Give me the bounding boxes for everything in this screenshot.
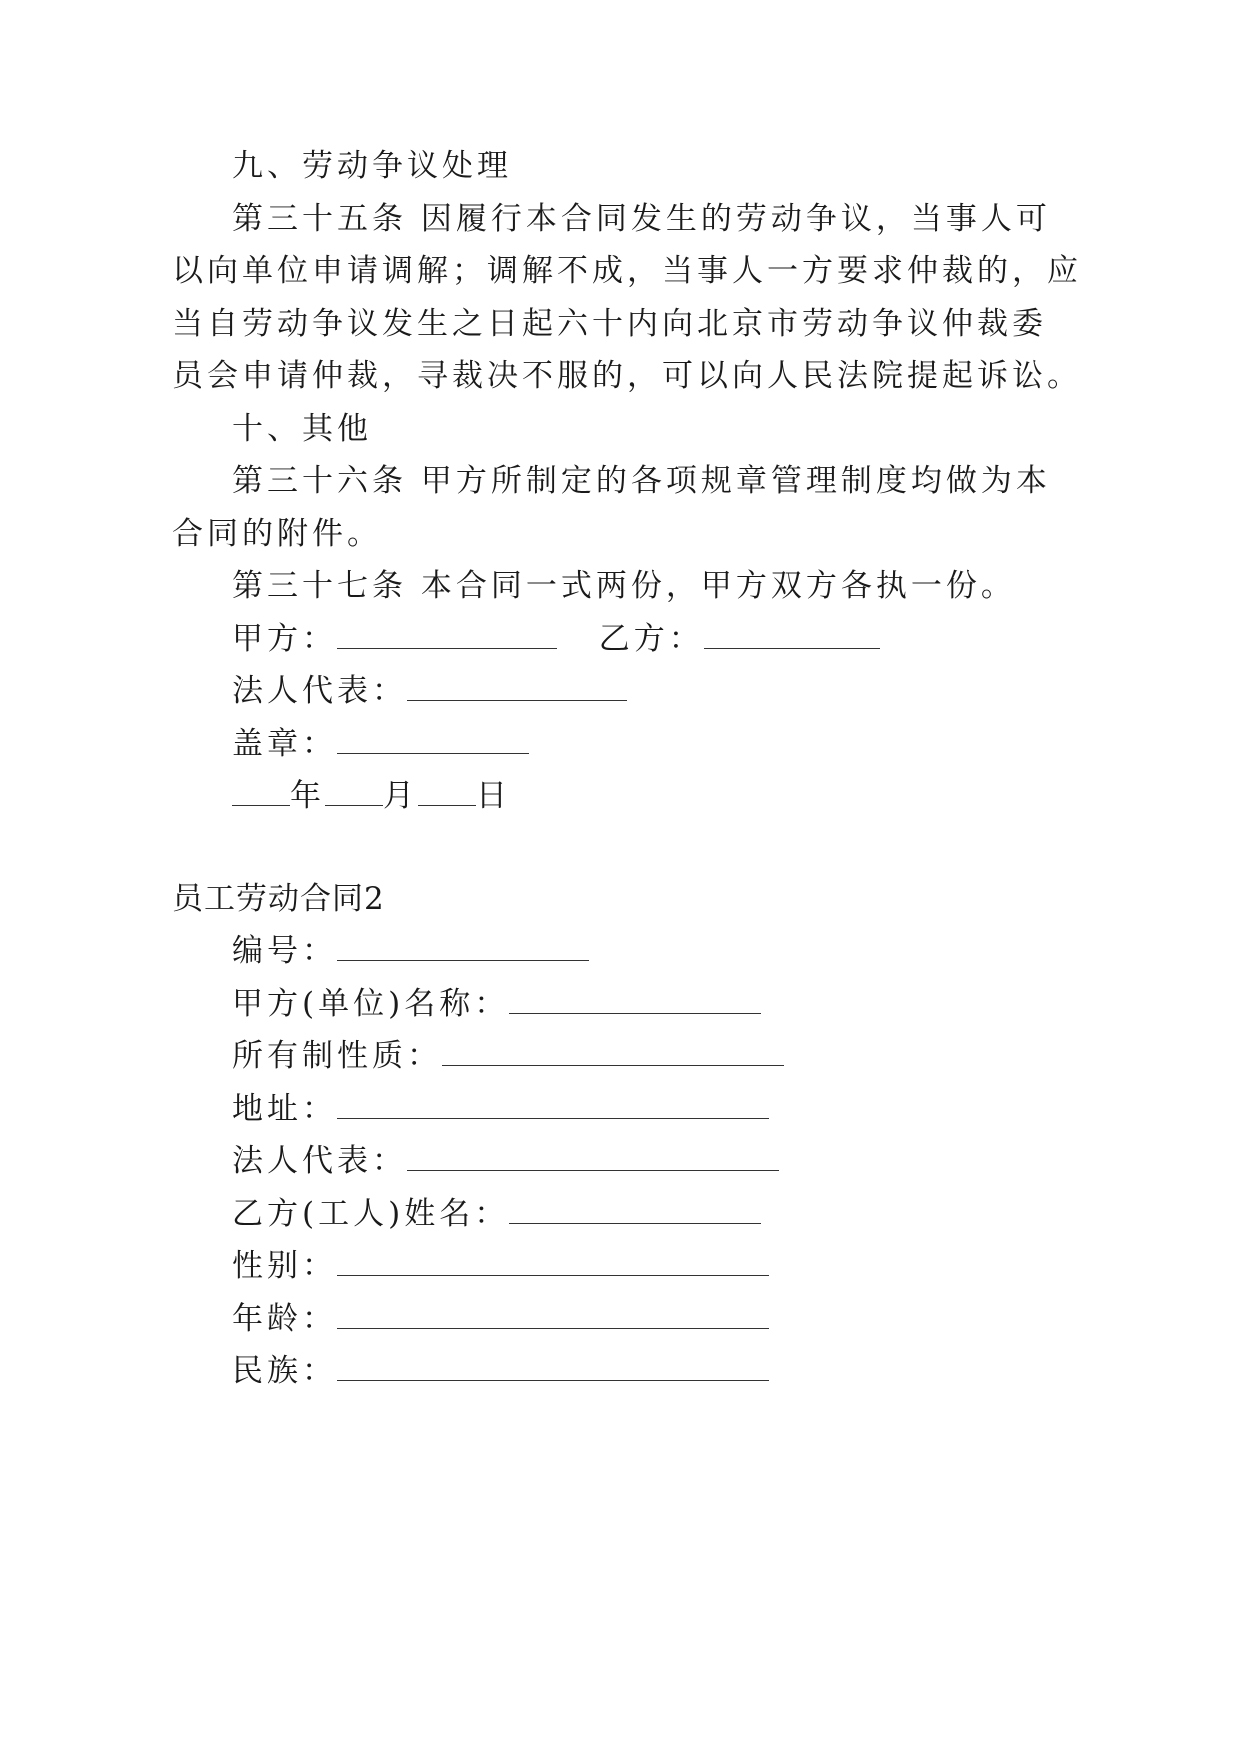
field-gender-blank[interactable] (337, 1247, 769, 1276)
month-blank[interactable] (325, 777, 383, 806)
legal-rep-label: 法人代表： (232, 673, 407, 709)
day-label: 日 (476, 778, 511, 814)
seal-label: 盖章： (232, 726, 337, 762)
field-address-blank[interactable] (337, 1090, 769, 1119)
field-ownership-blank[interactable] (442, 1037, 784, 1066)
section10-heading: 十、其他 (232, 411, 372, 447)
field-number-row (232, 931, 589, 971)
legal-rep-row (232, 671, 627, 711)
article35-line-3: 当自劳动争议发生之日起六十内向北京市劳动争议仲裁委 (172, 306, 1047, 342)
field-address-row (232, 1089, 769, 1129)
field-party-a-name-row (232, 984, 761, 1024)
field-party-b-name-row (232, 1194, 761, 1234)
month-label: 月 (383, 778, 418, 814)
seal-row (232, 724, 529, 764)
year-blank[interactable] (232, 777, 290, 806)
field-gender-label: 性别： (232, 1248, 337, 1284)
article37: 第三十七条 本合同一式两份，甲方双方各执一份。 (232, 568, 1016, 604)
article35-line-1: 第三十五条 因履行本合同发生的劳动争议，当事人可 (232, 201, 1051, 237)
field-party-b-name-blank[interactable] (509, 1195, 761, 1224)
field-legal-rep-blank[interactable] (407, 1142, 779, 1171)
party-b-label: 乙方： (598, 621, 704, 657)
seal-blank[interactable] (337, 725, 529, 754)
field-number-blank[interactable] (337, 932, 589, 961)
field-legal-rep-row (232, 1141, 779, 1181)
field-gender-row (232, 1246, 769, 1286)
article36-line-1: 第三十六条 甲方所制定的各项规章管理制度均做为本 (232, 463, 1051, 499)
field-party-a-name-label: 甲方(单位)名称： (232, 986, 510, 1022)
field-ethnicity-label: 民族： (232, 1353, 337, 1389)
party-a-label: 甲方： (232, 621, 337, 657)
section9-heading: 九、劳动争议处理 (232, 148, 512, 184)
contract2-title: 员工劳动合同2 (172, 881, 385, 917)
article35-line-4: 员会申请仲裁，寻裁决不服的，可以向人民法院提起诉讼。 (172, 358, 1082, 394)
legal-rep-blank[interactable] (407, 672, 627, 701)
field-age-row (232, 1299, 769, 1339)
field-address-label: 地址： (232, 1091, 337, 1127)
article35-line-2: 以向单位申请调解；调解不成，当事人一方要求仲裁的，应 (172, 253, 1082, 289)
field-party-b-name-label: 乙方(工人)姓名： (232, 1196, 510, 1232)
field-age-blank[interactable] (337, 1300, 769, 1329)
field-ethnicity-blank[interactable] (337, 1352, 769, 1381)
field-ethnicity-row (232, 1351, 769, 1391)
field-ownership-label: 所有制性质： (232, 1038, 442, 1074)
year-label: 年 (290, 778, 325, 814)
signature-parties-row (232, 619, 880, 659)
party-a-blank[interactable] (337, 620, 557, 649)
article36-line-2: 合同的附件。 (172, 516, 382, 552)
field-number-label: 编号： (232, 933, 337, 969)
party-b-blank[interactable] (704, 620, 880, 649)
field-ownership-row (232, 1036, 784, 1076)
field-party-a-name-blank[interactable] (509, 985, 761, 1014)
field-age-label: 年龄： (232, 1301, 337, 1337)
date-row (232, 776, 511, 816)
field-legal-rep-label: 法人代表： (232, 1143, 407, 1179)
day-blank[interactable] (418, 777, 476, 806)
